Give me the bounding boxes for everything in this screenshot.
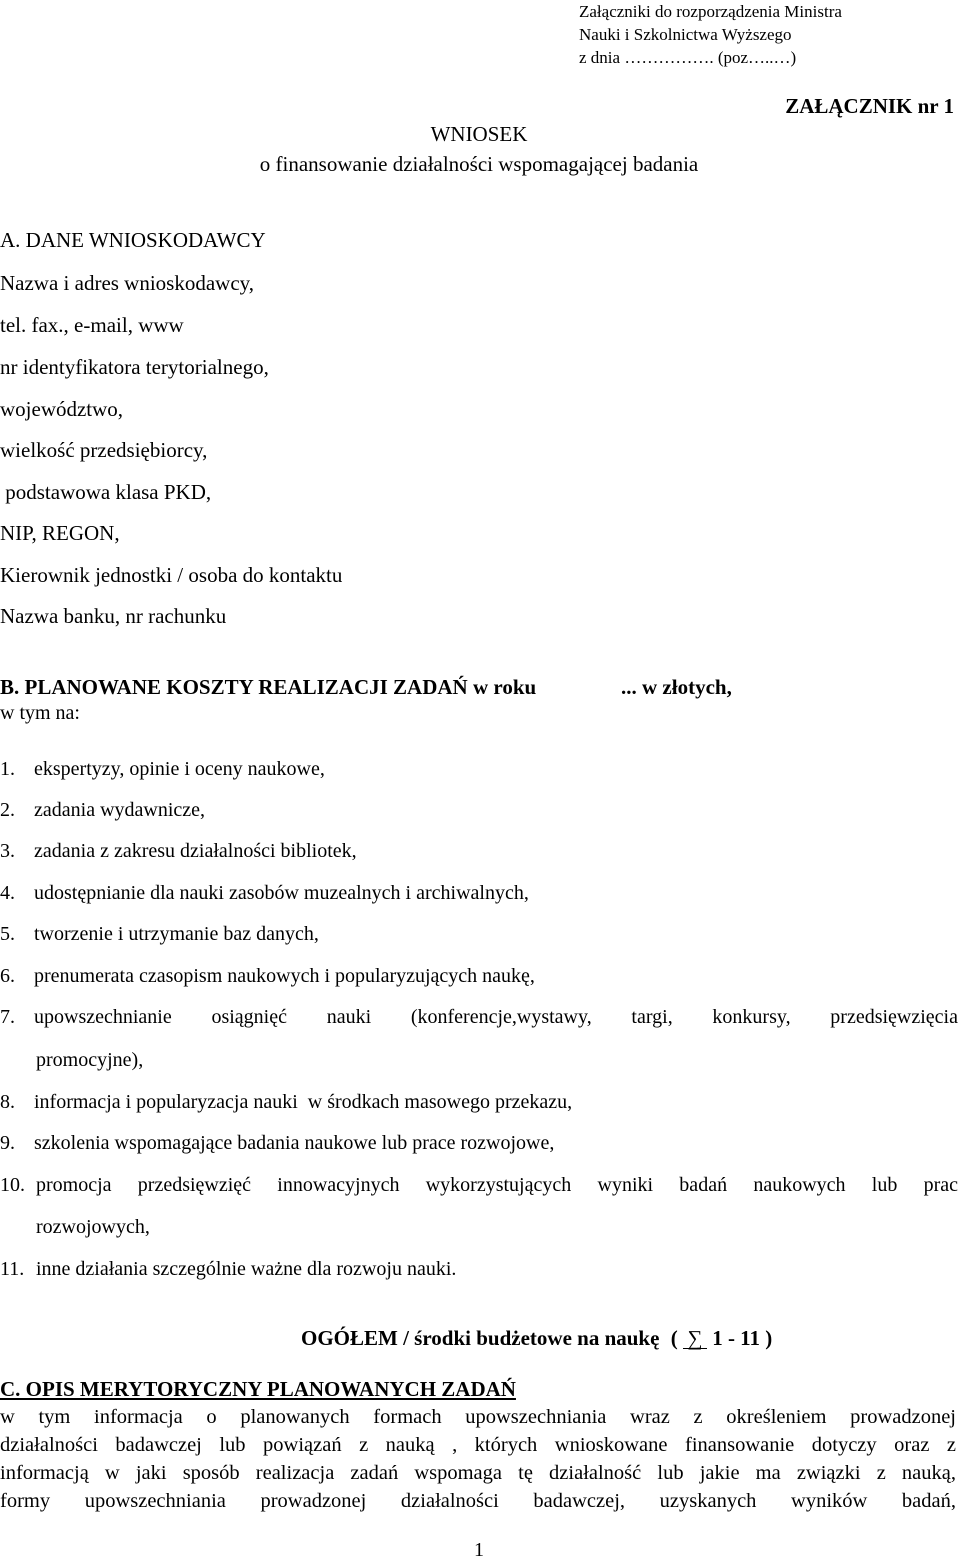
list-item xyxy=(0,840,357,863)
list-item-number: 8. xyxy=(0,1091,15,1113)
list-item xyxy=(0,1258,456,1281)
list-item-text: informacja i popularyzacja nauki w środkach masowego przekazu, xyxy=(34,1091,573,1113)
list-item-number: 6. xyxy=(0,965,15,987)
regulation-line-1: Załączniki do rozporządzenia Ministra xyxy=(579,2,842,21)
section-a-heading: A. DANE WNIOSKODAWCY xyxy=(0,228,266,252)
list-item xyxy=(0,1132,554,1155)
list-item-number: 3. xyxy=(0,840,15,862)
regulation-line-2: Nauki i Szkolnictwa Wyższego xyxy=(579,25,792,44)
page-number: 1 xyxy=(474,1539,484,1561)
field-manager-contact: Kierownik jednostki / osoba do kontaktu xyxy=(0,563,343,587)
list-item-text: zadania wydawnicze, xyxy=(34,799,206,821)
list-item-number: 5. xyxy=(0,923,15,945)
list-item-number: 4. xyxy=(0,882,15,904)
field-territorial-id: nr identyfikatora terytorialnego, xyxy=(0,355,269,379)
total-range: 1 - 11 ) xyxy=(712,1326,773,1350)
field-bank-account: Nazwa banku, nr rachunku xyxy=(0,604,227,628)
list-item-text: prenumerata czasopism naukowych i popularyzujących naukę, xyxy=(34,965,535,987)
list-item xyxy=(0,799,205,822)
field-name-address: Nazwa i adres wnioskodawcy, xyxy=(0,271,255,295)
list-item xyxy=(0,1006,958,1029)
section-c-line-3: informacją w jaki sposób realizacja zadań wspomaga tę działalność lub jakie ma związki z nauką, xyxy=(0,1462,956,1484)
sigma-icon: ∑ xyxy=(683,1326,707,1351)
form-title-line-2: o finansowanie działalności wspomagającej badania xyxy=(259,152,699,176)
list-item-text: promocja przedsięwzięć innowacyjnych wykorzystujących wyniki badań naukowych lub prac xyxy=(36,1174,958,1196)
list-item-text: zadania z zakresu działalności bibliotek, xyxy=(34,840,357,862)
field-contact: tel. fax., e-mail, www xyxy=(0,313,184,337)
section-c-heading: C. OPIS MERYTORYCZNY PLANOWANYCH ZADAŃ xyxy=(0,1377,516,1401)
field-company-size: wielkość przedsiębiorcy, xyxy=(0,438,208,462)
total-line xyxy=(301,1326,772,1351)
total-paren-open: ( xyxy=(670,1326,678,1350)
section-c-line-4: formy upowszechniania prowadzonej działalności badawczej, uzyskanych wyników badań, xyxy=(0,1490,956,1512)
list-item xyxy=(0,758,325,781)
field-pkd-class: podstawowa klasa PKD, xyxy=(0,480,212,504)
list-item-text: upowszechnianie osiągnięć nauki (konferencje,wystawy, targi, konkursy, przedsięwzięcia xyxy=(34,1006,958,1028)
form-title-line-1: WNIOSEK xyxy=(430,122,528,146)
section-c-line-2: działalności badawczej lub powiązań z nauką , których wnioskowane finansowanie dotyczy oraz z xyxy=(0,1434,956,1456)
total-label: OGÓŁEM / środki budżetowe na naukę xyxy=(301,1326,660,1350)
list-item-text: ekspertyzy, opinie i oceny naukowe, xyxy=(34,758,325,780)
regulation-line-3: z dnia ……………. (poz…..…) xyxy=(579,48,797,67)
list-item xyxy=(0,882,529,905)
section-b-heading-tail: ... w złotych, xyxy=(621,675,732,699)
field-voivodeship: województwo, xyxy=(0,397,124,421)
list-item-text: inne działania szczególnie ważne dla rozwoju nauki. xyxy=(36,1258,457,1280)
list-item-number: 11. xyxy=(0,1258,25,1280)
list-item xyxy=(0,965,535,988)
list-item-number: 2. xyxy=(0,799,15,821)
list-item xyxy=(0,1091,572,1114)
list-item-continuation: rozwojowych, xyxy=(36,1216,150,1238)
list-item-number: 10. xyxy=(0,1174,25,1196)
annex-label: ZAŁĄCZNIK nr 1 xyxy=(785,94,954,118)
list-item-text: udostępnianie dla nauki zasobów muzealnych i archiwalnych, xyxy=(34,882,529,904)
list-item-number: 7. xyxy=(0,1006,15,1028)
list-item-text: tworzenie i utrzymanie baz danych, xyxy=(34,923,319,945)
list-item-continuation: promocyjne), xyxy=(36,1049,144,1071)
list-item xyxy=(0,1174,958,1197)
list-item-text: szkolenia wspomagające badania naukowe lub prace rozwojowe, xyxy=(34,1132,555,1154)
section-b-subheading: w tym na: xyxy=(0,702,80,724)
field-nip-regon: NIP, REGON, xyxy=(0,521,120,545)
section-b-heading: B. PLANOWANE KOSZTY REALIZACJI ZADAŃ w roku xyxy=(0,675,537,699)
section-c-line-1: w tym informacja o planowanych formach upowszechniania wraz z określeniem prowadzonej xyxy=(0,1406,956,1428)
list-item-number: 1. xyxy=(0,758,15,780)
list-item-number: 9. xyxy=(0,1132,15,1154)
list-item xyxy=(0,923,319,946)
